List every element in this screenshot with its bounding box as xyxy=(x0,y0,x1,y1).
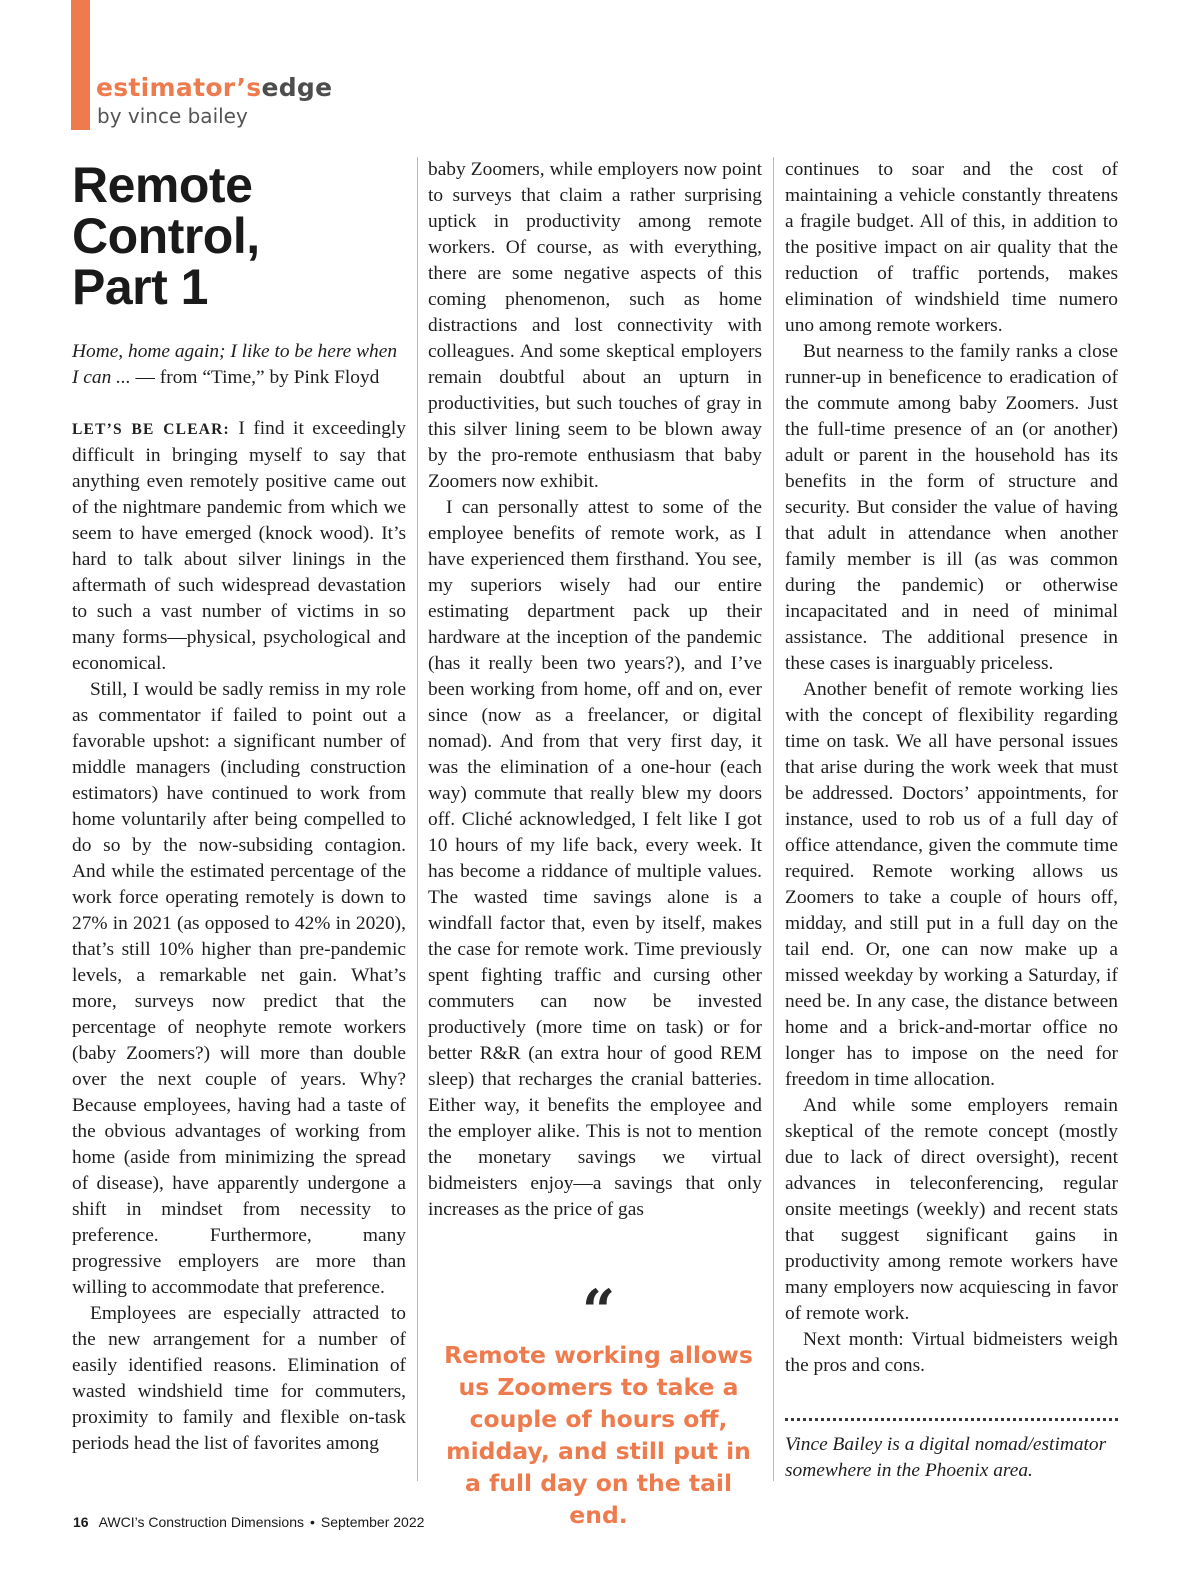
article-column-1 xyxy=(72,416,406,1457)
paragraph: But nearness to the family ranks a close runner-up in beneficence to eradication of the commute among baby Zoomers. Just the full-time presence of an (or another) adult or parent in the household has its benefits in the form of structure and security. But consider the value of having that adult in attendance when another family member is ill (as was common during the pandemic) or otherwise incapacitated and in need of minimal assistance. The additional presence in these cases is inarguably priceless. xyxy=(785,341,1118,674)
quote-mark-icon: “ xyxy=(581,1277,616,1345)
paragraph-text: I find it exceedingly difficult in bringing myself to say that anything even remotely positive came out of the nightmare pandemic from which we seem to have emerged (knock wood). It’s hard to talk about silver linings in the aftermath of such widespread devastation to such a vast number of victims in so many forms—physical, psychological and economical. xyxy=(72,418,406,674)
dotted-divider xyxy=(785,1418,1118,1421)
article-column-3 xyxy=(785,157,1118,1379)
headline-line: Part 1 xyxy=(72,259,208,315)
headline-line: Control, xyxy=(72,208,260,264)
author-bio: Vince Bailey is a digital nomad/estimator somewhere in the Phoenix area. xyxy=(785,1434,1107,1481)
paragraph: And while some employers remain skeptical of the remote concept (mostly due to lack of direct oversight), recent advances in teleconferencing, regular onsite meetings (weekly) and recent stats that suggest significant gains in productivity among remote workers have many employers now acquiescing in favor of remote work. xyxy=(785,1095,1118,1324)
footer-separator: • xyxy=(309,1514,315,1530)
publication-name: AWCI’s Construction Dimensions xyxy=(98,1514,304,1530)
page-number: 16 xyxy=(73,1514,89,1530)
column-name-part2: edge xyxy=(261,73,333,102)
paragraph: baby Zoomers, while employers now point to surveys that claim a rather surprising uptick in productivity among remote workers. Of course, as with everything, there are some negative aspects of this coming phenomenon, such as home distractions and lost connectivity with colleagues. And some skeptical employers remain doubtful about an upturn in productivities, but such touches of gray in this silver lining seem to be blown away by the pro-remote enthusiasm that baby Zoomers now exhibit. xyxy=(428,159,762,492)
page-footer xyxy=(73,1513,424,1531)
epigraph xyxy=(72,339,408,391)
column-name xyxy=(96,73,332,103)
paragraph: Still, I would be sadly remiss in my role as commentator if failed to point out a favorable upshot: a significant number of middle managers (including construction estimators) have continued to work from home voluntarily after being compelled to do so by the now-subsiding contagion. And while the estimated percentage of the work force operating remotely is down to 27% in 2021 (as opposed to 42% in 2020), that’s still 10% higher than pre-pandemic levels, a remarkable net gain. What’s more, surveys now predict that the percentage of neophyte remote workers (baby Zoomers?) will more than double over the next couple of years. Why? Because employees, having had a taste of the obvious advantages of working from home (aside from minimizing the spread of disease), have apparently undergone a shift in mindset from necessity to preference. Furthermore, many progressive employers are more than willing to accommodate that preference. xyxy=(72,679,406,1298)
paragraph: Another benefit of remote working lies with the concept of flexibility regarding time on task. We all have personal issues that arise during the work week that must be addressed. Doctors’ appointments, for instance, used to rob us of a full day of office attendance, given the commute time required. Remote working allows us Zoomers to take a couple of hours off, midday, and still put in a full day on the tail end. Or, one can now make up a missed weekday by working a Saturday, if need be. In any case, the distance between home and a brick-and-mortar office no longer has to impose on the need for freedom in time allocation. xyxy=(785,679,1118,1090)
column-name-part1: estimator’s xyxy=(96,73,262,102)
epigraph-source: — from “Time,” by Pink Floyd xyxy=(130,367,380,388)
column-divider xyxy=(417,157,418,1481)
column-divider xyxy=(773,157,774,1481)
paragraph: continues to soar and the cost of maintaining a vehicle constantly threatens a fragile budget. All of this, in addition to the positive impact on air quality that the reduction of traffic portends, makes elimination of windshield time numero uno among remote workers. xyxy=(785,159,1118,336)
accent-bar xyxy=(71,0,90,130)
pull-quote-text: Remote working allows us Zoomers to take a couple of hours off, midday, and still put in a full day on the tail end. xyxy=(444,1341,753,1529)
article-column-2 xyxy=(428,157,762,1223)
headline xyxy=(72,157,412,315)
paragraph: Employees are especially attracted to the new arrangement for a number of easily identified reasons. Elimination of wasted windshield time for commuters, proximity to family and flexible on-task periods head the list of favorites among xyxy=(72,1303,406,1454)
paragraph xyxy=(72,416,406,677)
pull-quote xyxy=(436,1277,761,1531)
lead-in: LET’S BE CLEAR: xyxy=(72,421,230,438)
issue-date: September 2022 xyxy=(320,1514,425,1530)
paragraph: Next month: Virtual bidmeisters weigh the pros and cons. xyxy=(785,1329,1118,1376)
headline-line: Remote xyxy=(72,157,253,213)
epigraph-quote: Home, home again; I like to be here when I can ... xyxy=(72,341,398,388)
paragraph: I can personally attest to some of the employee benefits of remote work, as I have experienced them firsthand. You see, my superiors wisely had our entire estimating department pack up their hardware at the inception of the pandemic (has it really been two years?), and I’ve been working from home, off and on, ever since (now as a freelancer, or digital nomad). And from that very first day, it was the elimination of a one-hour (each way) commute that really blew my doors off. Cliché acknowledged, I felt like I got 10 hours of my life back, every week. It has become a riddance of multiple values. The wasted time savings alone is a windfall factor that, even by itself, makes the case for remote work. Time previously spent fighting traffic and cursing other commuters can now be invested productively (more time on task) or for better R&R (an extra hour of good REM sleep) that recharges the cranial batteries. Either way, it benefits the employee and the employer alike. This is not to mention the monetary savings we virtual bidmeisters enjoy—a savings that only increases as the price of gas xyxy=(428,497,762,1220)
byline: by vince bailey xyxy=(97,104,248,128)
